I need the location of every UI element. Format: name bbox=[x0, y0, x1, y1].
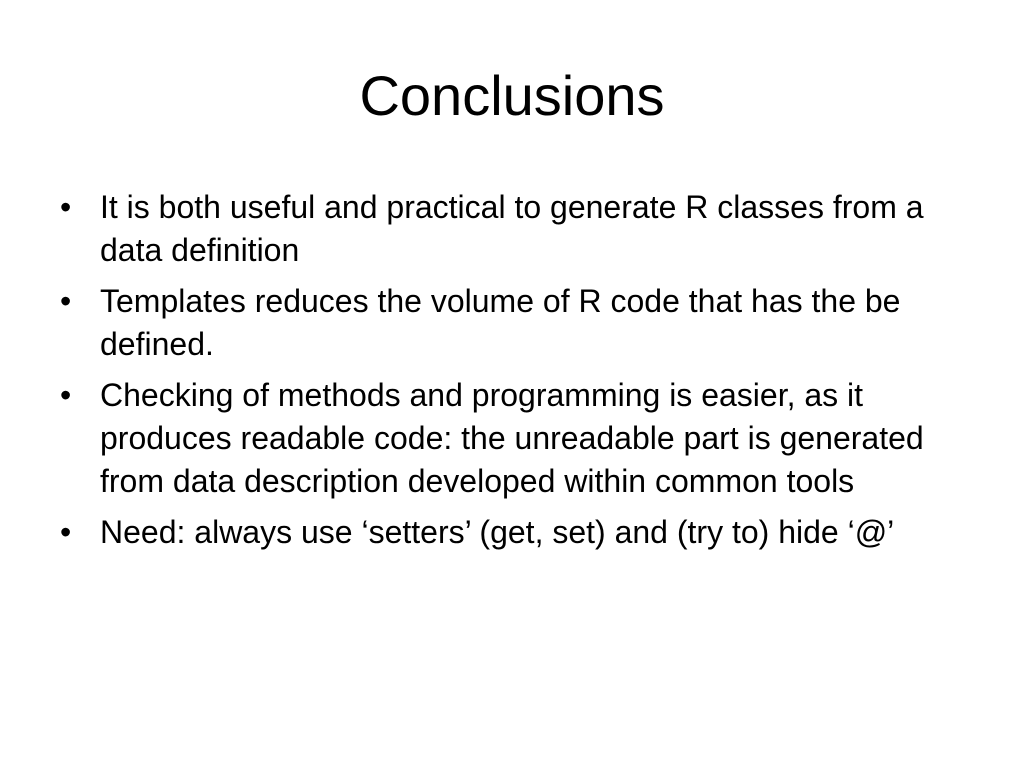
bullet-marker: • bbox=[60, 189, 72, 225]
bullet-item bbox=[60, 280, 960, 366]
bullet-marker: • bbox=[60, 514, 72, 550]
bullet-marker: • bbox=[60, 283, 72, 319]
slide-title: Conclusions bbox=[359, 64, 665, 127]
bullet-text: Templates reduces the volume of R code that has the be defined. bbox=[100, 283, 901, 362]
bullet-item bbox=[60, 511, 960, 554]
bullet-list bbox=[60, 186, 960, 562]
bullet-item bbox=[60, 374, 960, 503]
bullet-text: It is both useful and practical to generate R classes from a data definition bbox=[100, 189, 924, 268]
bullet-text: Need: always use ‘setters’ (get, set) and (try to) hide ‘@’ bbox=[100, 514, 895, 550]
bullet-text: Checking of methods and programming is easier, as it produces readable code: the unreadable part is generated from data description developed within common tools bbox=[100, 377, 924, 499]
bullet-marker: • bbox=[60, 377, 72, 413]
bullet-item bbox=[60, 186, 960, 272]
